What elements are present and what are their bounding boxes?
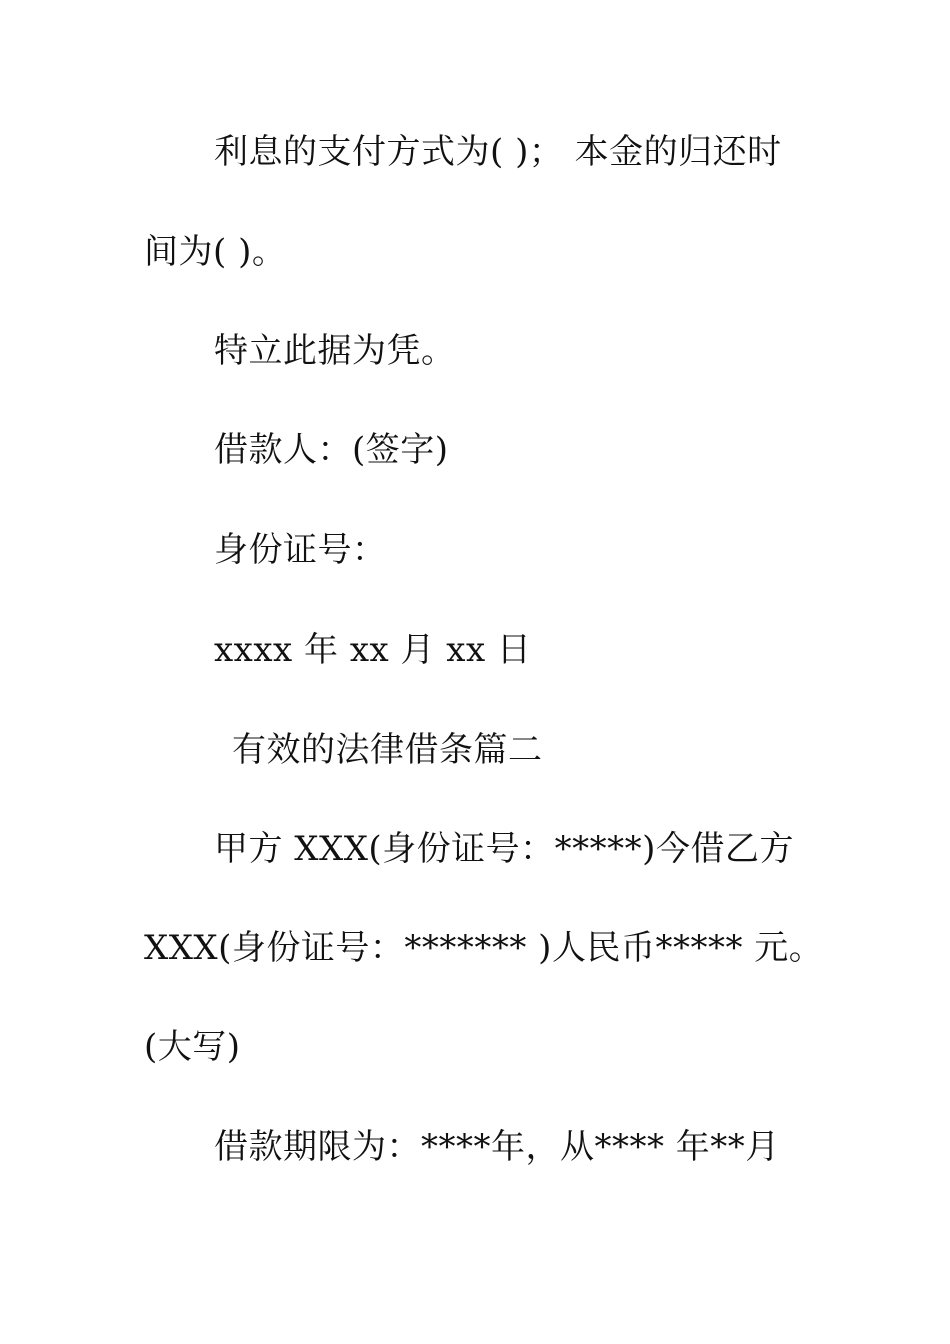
uppercase-amount-line: (大写) [144,1027,241,1067]
loan-term-line: 借款期限为：****年，从**** 年**月 [214,1127,780,1167]
party-b-amount-line: XXX(身份证号：******* )人民币***** 元。 [144,928,824,968]
section-heading: 有效的法律借条篇二 [232,730,543,770]
borrower-signature-line: 借款人：(签字) [214,430,449,470]
date-line: xxxx 年 xx 月 xx 日 [214,630,532,670]
id-number-line: 身份证号： [214,530,387,570]
proof-statement: 特立此据为凭。 [214,331,456,371]
repayment-time-line: 间为( )。 [144,232,287,272]
party-a-line: 甲方 XXX(身份证号：*****)今借乙方 [214,829,794,869]
interest-payment-line: 利息的支付方式为( )； 本金的归还时 [214,132,782,172]
